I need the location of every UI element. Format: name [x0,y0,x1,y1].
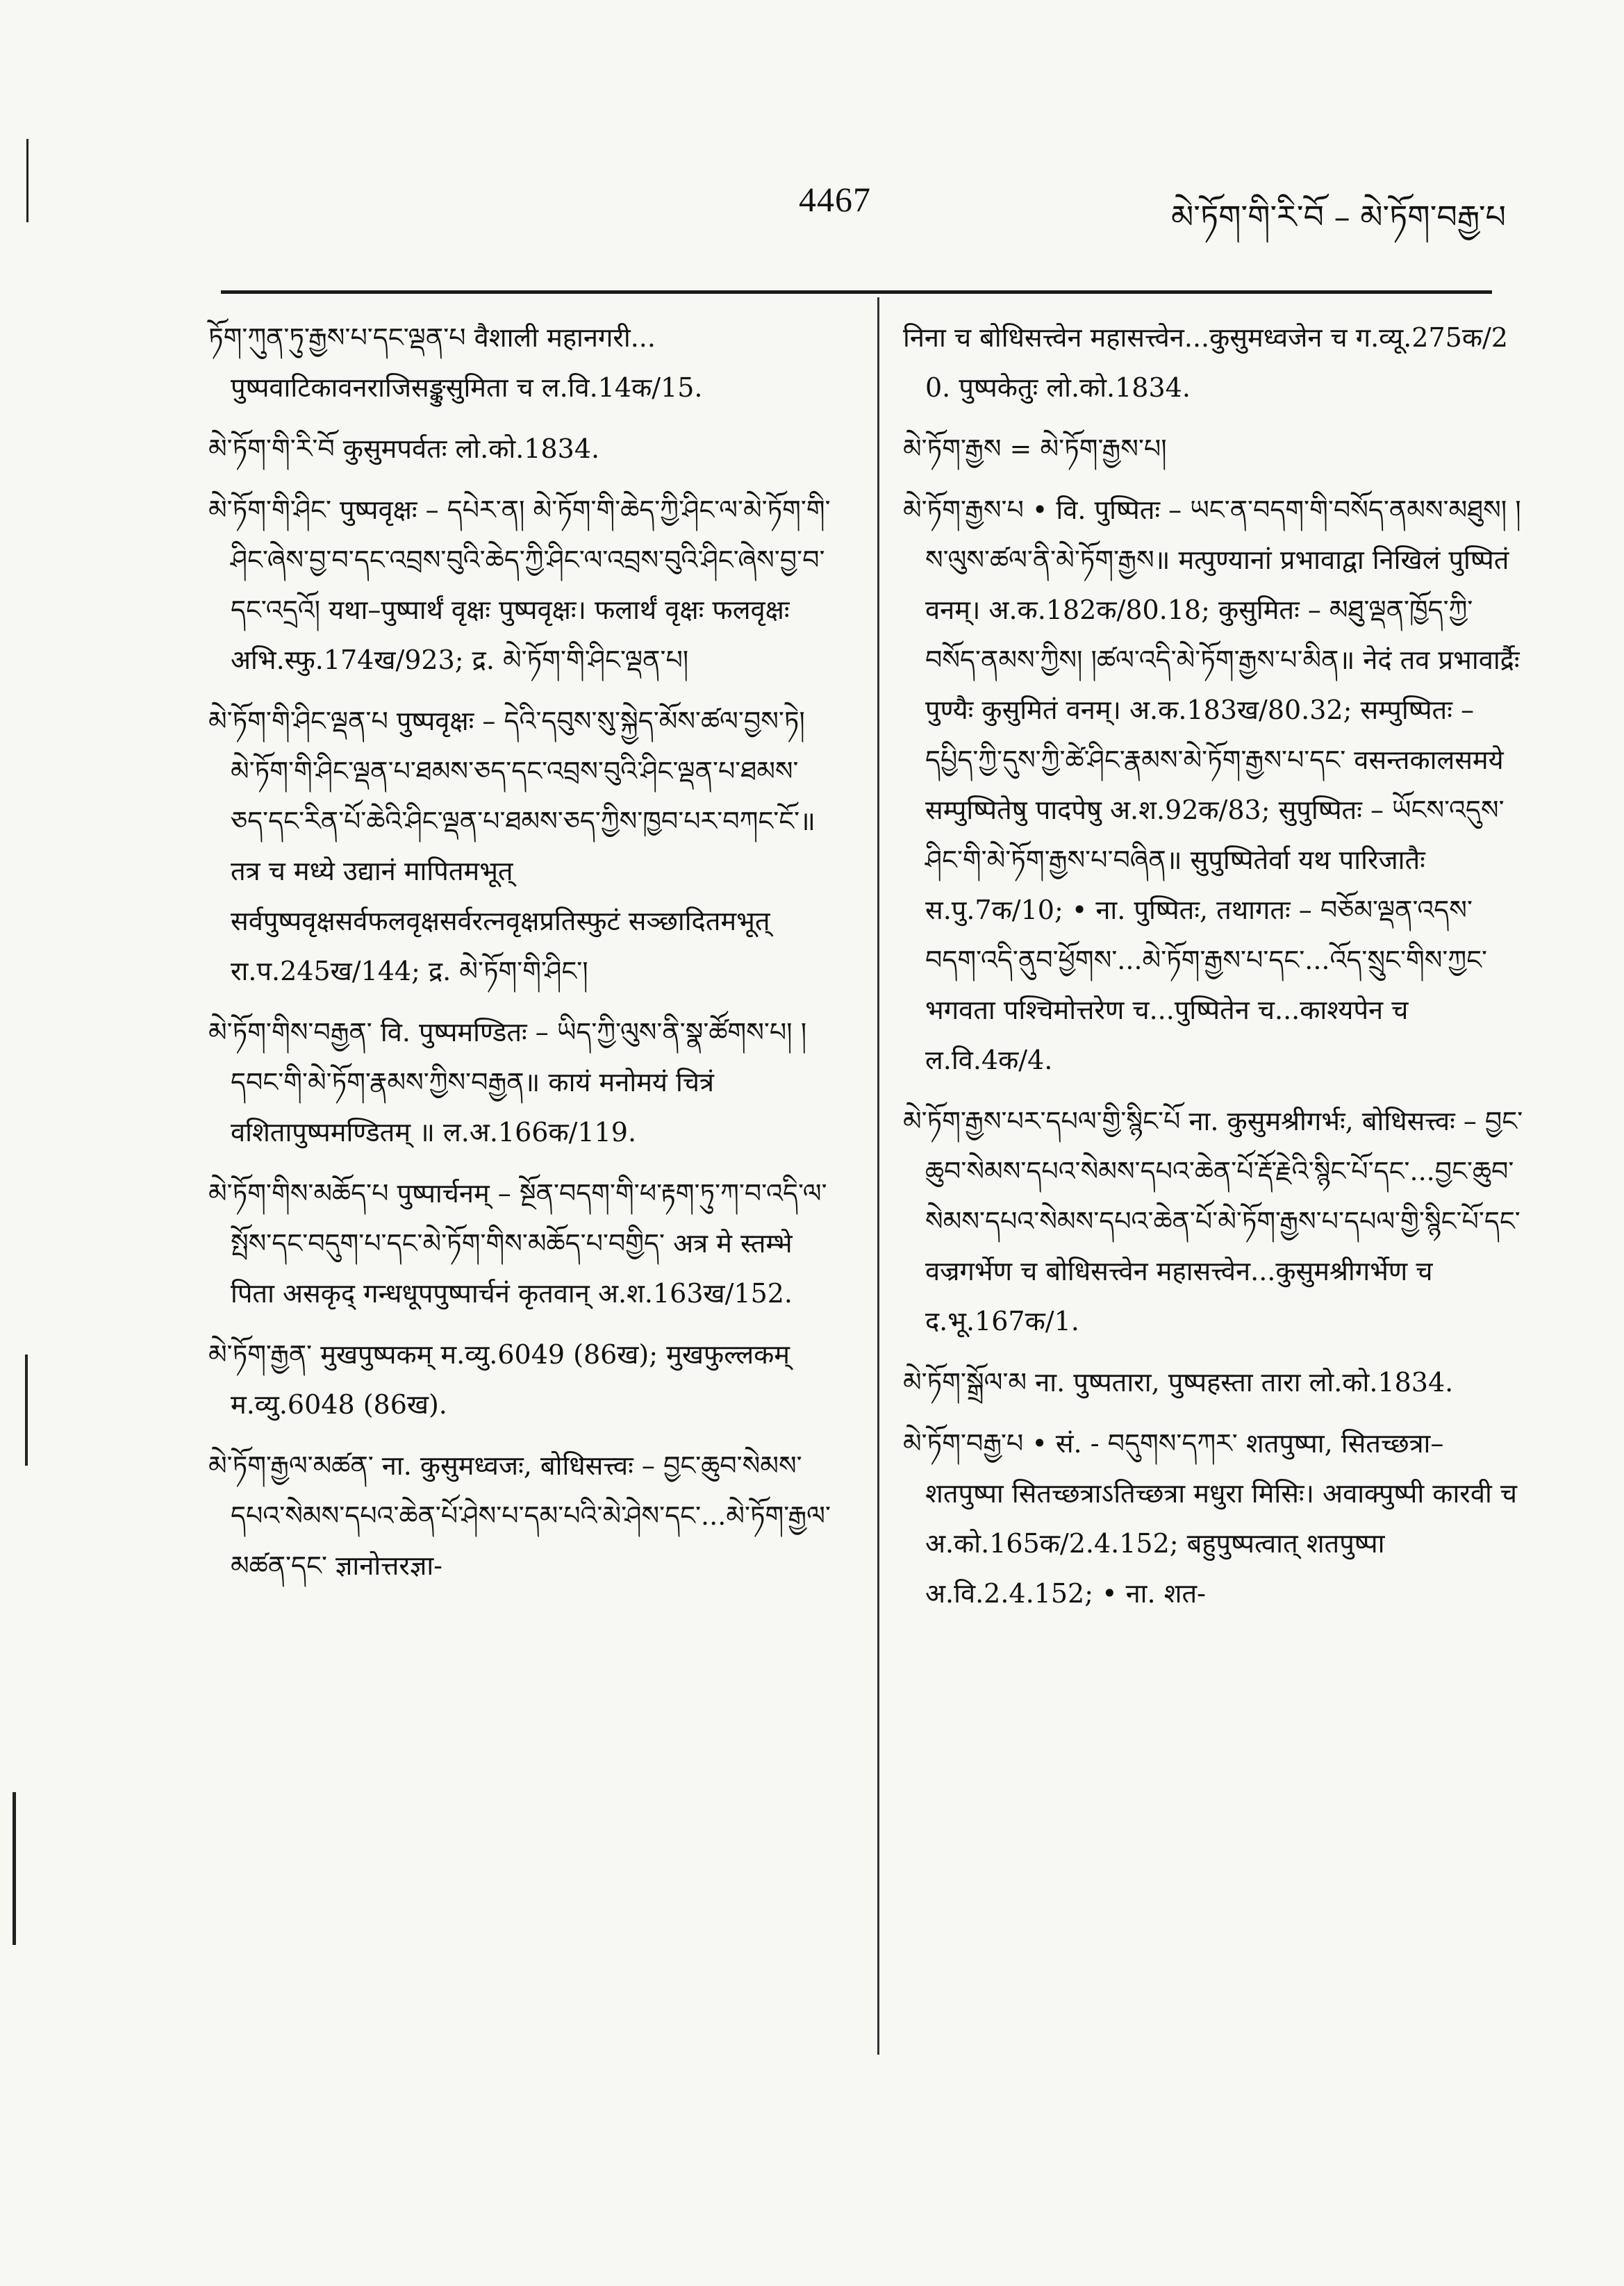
running-head: མེ་ཏོག་གི་རི་བོ – མེ་ཏོག་བརྒྱ་པ [1171,198,1506,235]
dictionary-entry: མེ་ཏོག་གི་རི་བོ कुसुमपर्वतः लो.को.1834. [208,433,600,464]
dictionary-entry: མེ་ཏོག་གི་ཤིང་ पुष्पवृक्षः – དཔེར་ན། མེ་ཏོག་གི་ཆེད་ཀྱི་ཤིང་ལ་མེ་ཏོག་གི་ཤིང་ཞེས་བྱ་བ་དང་འབྲས་བུའི་ཆེད་ཀྱི་ཤིང་ལ་འབྲས་བུའི་ཤིང་ཞེས་བྱ་བ་དང་འདྲའོ། यथा–पुष्पार्थं वृक्षः पुष्पवृक्षः। फलार्थं वृक्षः फलवृक्षः अभि.स्फु.174ख/923; द्र. མེ་ཏོག་གི་ཤིང་ལྡན་པ། [208,495,831,675]
dictionary-entry: निना च बोधिसत्त्वेन महासत्त्वेन...कुसुमध्वजेन च ग.व्यू.275क/2 0. पुष्पकेतुः लो.को.1834. [903,322,1508,403]
dictionary-entry: མེ་ཏོག་རྒྱས་པ • वि. पुष्पितः – ཡང་ན་བདག་གི་བསོད་ནམས་མཐུས། །ས་ལུས་ཚལ་ནི་མེ་ཏོག་རྒྱས॥ मत्पुण्यानां प्रभावाद्वा निखिलं पुष्पितं वनम्। अ.क.182क/80.18; कुसुमितः – མཐུ་ལྡན་ཁྱོད་ཀྱི་བསོད་ནམས་ཀྱིས། །ཚལ་འདི་མེ་ཏོག་རྒྱས་པ་མིན॥ नेदं तव प्रभावार्द्रैः पुण्यैः कुसुमितं वनम्। अ.क.183ख/80.32; सम्पुष्पितः – དཔྱིད་ཀྱི་དུས་ཀྱི་ཚེ་ཤིང་རྣམས་མེ་ཏོག་རྒྱས་པ་དང་ वसन्तकालसमये सम्पुष्पितेषु पादपेषु अ.श.92क/83; सुपुष्पितः – ཡོངས་འདུས་ཤིང་གི་མེ་ཏོག་རྒྱས་པ་བཞིན॥ सुपुष्पितेर्वा यथ पारिजातैः स.पु.7क/10; • ना. पुष्पितः, तथागतः – བཅོམ་ལྡན་འདས་བདག་འདི་ནུབ་ཕྱོགས་...མེ་ཏོག་རྒྱས་པ་དང་...འོད་སྲུང་གིས་ཀྱང་ भगवता पश्चिमोत्तरेण च...पुष्पितेन च...काश्यपेन च ल.वि.4क/4. [903,495,1521,1075]
left-column [208,313,834,1602]
dictionary-entry: མེ་ཏོག་བརྒྱ་པ • सं. - བདུགས་དཀར་ शतपुष्पा, सितच्छत्रा– शतपुष्पा सितच्छत्राऽतिच्छत्रा मधुरा मिसिः। अवाक्पुष्पी कारवी च अ.को.165क/2.4.152; बहुपुष्पत्वात् शतपुष्पा अ.वि.2.4.152; • ना. शत- [903,1428,1518,1609]
dictionary-entry: མེ་ཏོག་གི་ཤིང་ལྡན་པ पुष्पवृक्षः – དེའི་དབུས་སུ་སྐྱེད་མོས་ཚལ་བྱས་ཏེ། མེ་ཏོག་གི་ཤིང་ལྡན་པ་ཐམས་ཅད་དང་འབྲས་བུའི་ཤིང་ལྡན་པ་ཐམས་ཅད་དང་རིན་པོ་ཆེའི་ཤིང་ལྡན་པ་ཐམས་ཅད་ཀྱིས་ཁྱབ་པར་བཀང་ངོ་॥ तत्र च मध्ये उद्यानं मापितमभूत् सर्वपुष्पवृक्षसर्वफलवृक्षसर्वरत्नवृक्षप्रतिस्फुटं सञ्छादितमभूत् रा.प.245ख/144; द्र. མེ་ཏོག་གི་ཤིང་། [208,706,815,986]
page-number: 4467 [799,180,871,219]
dictionary-entry: མེ་ཏོག་རྒྱལ་མཚན་ ना. कुसुमध्वजः, बोधिसत्त्वः – བྱང་ཆུབ་སེམས་དཔའ་སེམས་དཔའ་ཆེན་པོ་ཤེས་པ་དམ་པའི་མེ་ཤེས་དང་...མེ་ཏོག་རྒྱལ་མཚན་དང་ ज्ञानोत्तरज्ञा- [208,1450,831,1581]
dictionary-entry: མེ་ཏོག་སྒྲོལ་མ ना. पुष्पतारा, पुष्पहस्ता तारा लो.को.1834. [903,1367,1454,1398]
dictionary-entry: མེ་ཏོག་རྒྱས་པར་དཔལ་གྱི་སྙིང་པོ ना. कुसुमश्रीगर्भः, बोधिसत्त्वः – བྱང་ཆུབ་སེམས་དཔའ་སེམས་དཔའ་ཆེན་པོ་རྡོ་རྗེའི་སྙིང་པོ་དང་...བྱང་ཆུབ་སེམས་དཔའ་སེམས་དཔའ་ཆེན་པོ་མེ་ཏོག་རྒྱས་པ་དཔལ་གྱི་སྙིང་པོ་དང་ वज्रगर्भेण च बोधिसत्त्वेन महासत्त्वेन...कुसुमश्रीगर्भेण च द.भू.167क/1. [903,1106,1523,1336]
dictionary-entry: མེ་ཏོག་རྒྱས = མེ་ཏོག་རྒྱས་པ། [903,433,1167,464]
column-divider [877,297,879,2055]
scan-edge-mark [26,139,28,222]
dictionary-entry: མེ་ཏོག་གིས་མཆོད་པ पुष्पार्चनम् – སྔོན་བདག་གི་ཕ་རྟག་ཏུ་ཀ་བ་འདི་ལ་སྤོས་དང་བདུག་པ་དང་མེ་ཏོག་གིས་མཆོད་པ་བགྱིད་ अत्र मे स्तम्भे पिता असकृद् गन्धधूपपुष्पार्चनं कृतवान् अ.श.163ख/152. [208,1178,827,1309]
scan-edge-mark [13,1792,16,1945]
scan-edge-mark [25,1355,28,1466]
dictionary-entry: ཏོག་ཀུན་ཏུ་རྒྱས་པ་དང་ལྡན་པ वैशाली महानगरी... पुष्पवाटिकावनराजिसङ्कुसुमिता च ल.वि.14क/15. [208,322,703,403]
dictionary-entry: མེ་ཏོག་གིས་བརྒྱན་ वि. पुष्पमण्डितः – ཡིད་ཀྱི་ལུས་ནི་སྣ་ཚོགས་པ། །དབང་གི་མེ་ཏོག་རྣམས་ཀྱིས་བརྒྱན॥ कायं मनोमयं चित्रं वशितापुष्पमण्डितम् ॥ ल.अ.166क/119. [208,1017,807,1148]
header-rule [221,290,1492,294]
dictionary-entry: མེ་ཏོག་རྒྱན་ मुखपुष्पकम् म.व्यु.6049 (86ख); मुखफुल्लकम् म.व्यु.6048 (86ख). [208,1339,790,1420]
right-column [903,313,1528,1630]
